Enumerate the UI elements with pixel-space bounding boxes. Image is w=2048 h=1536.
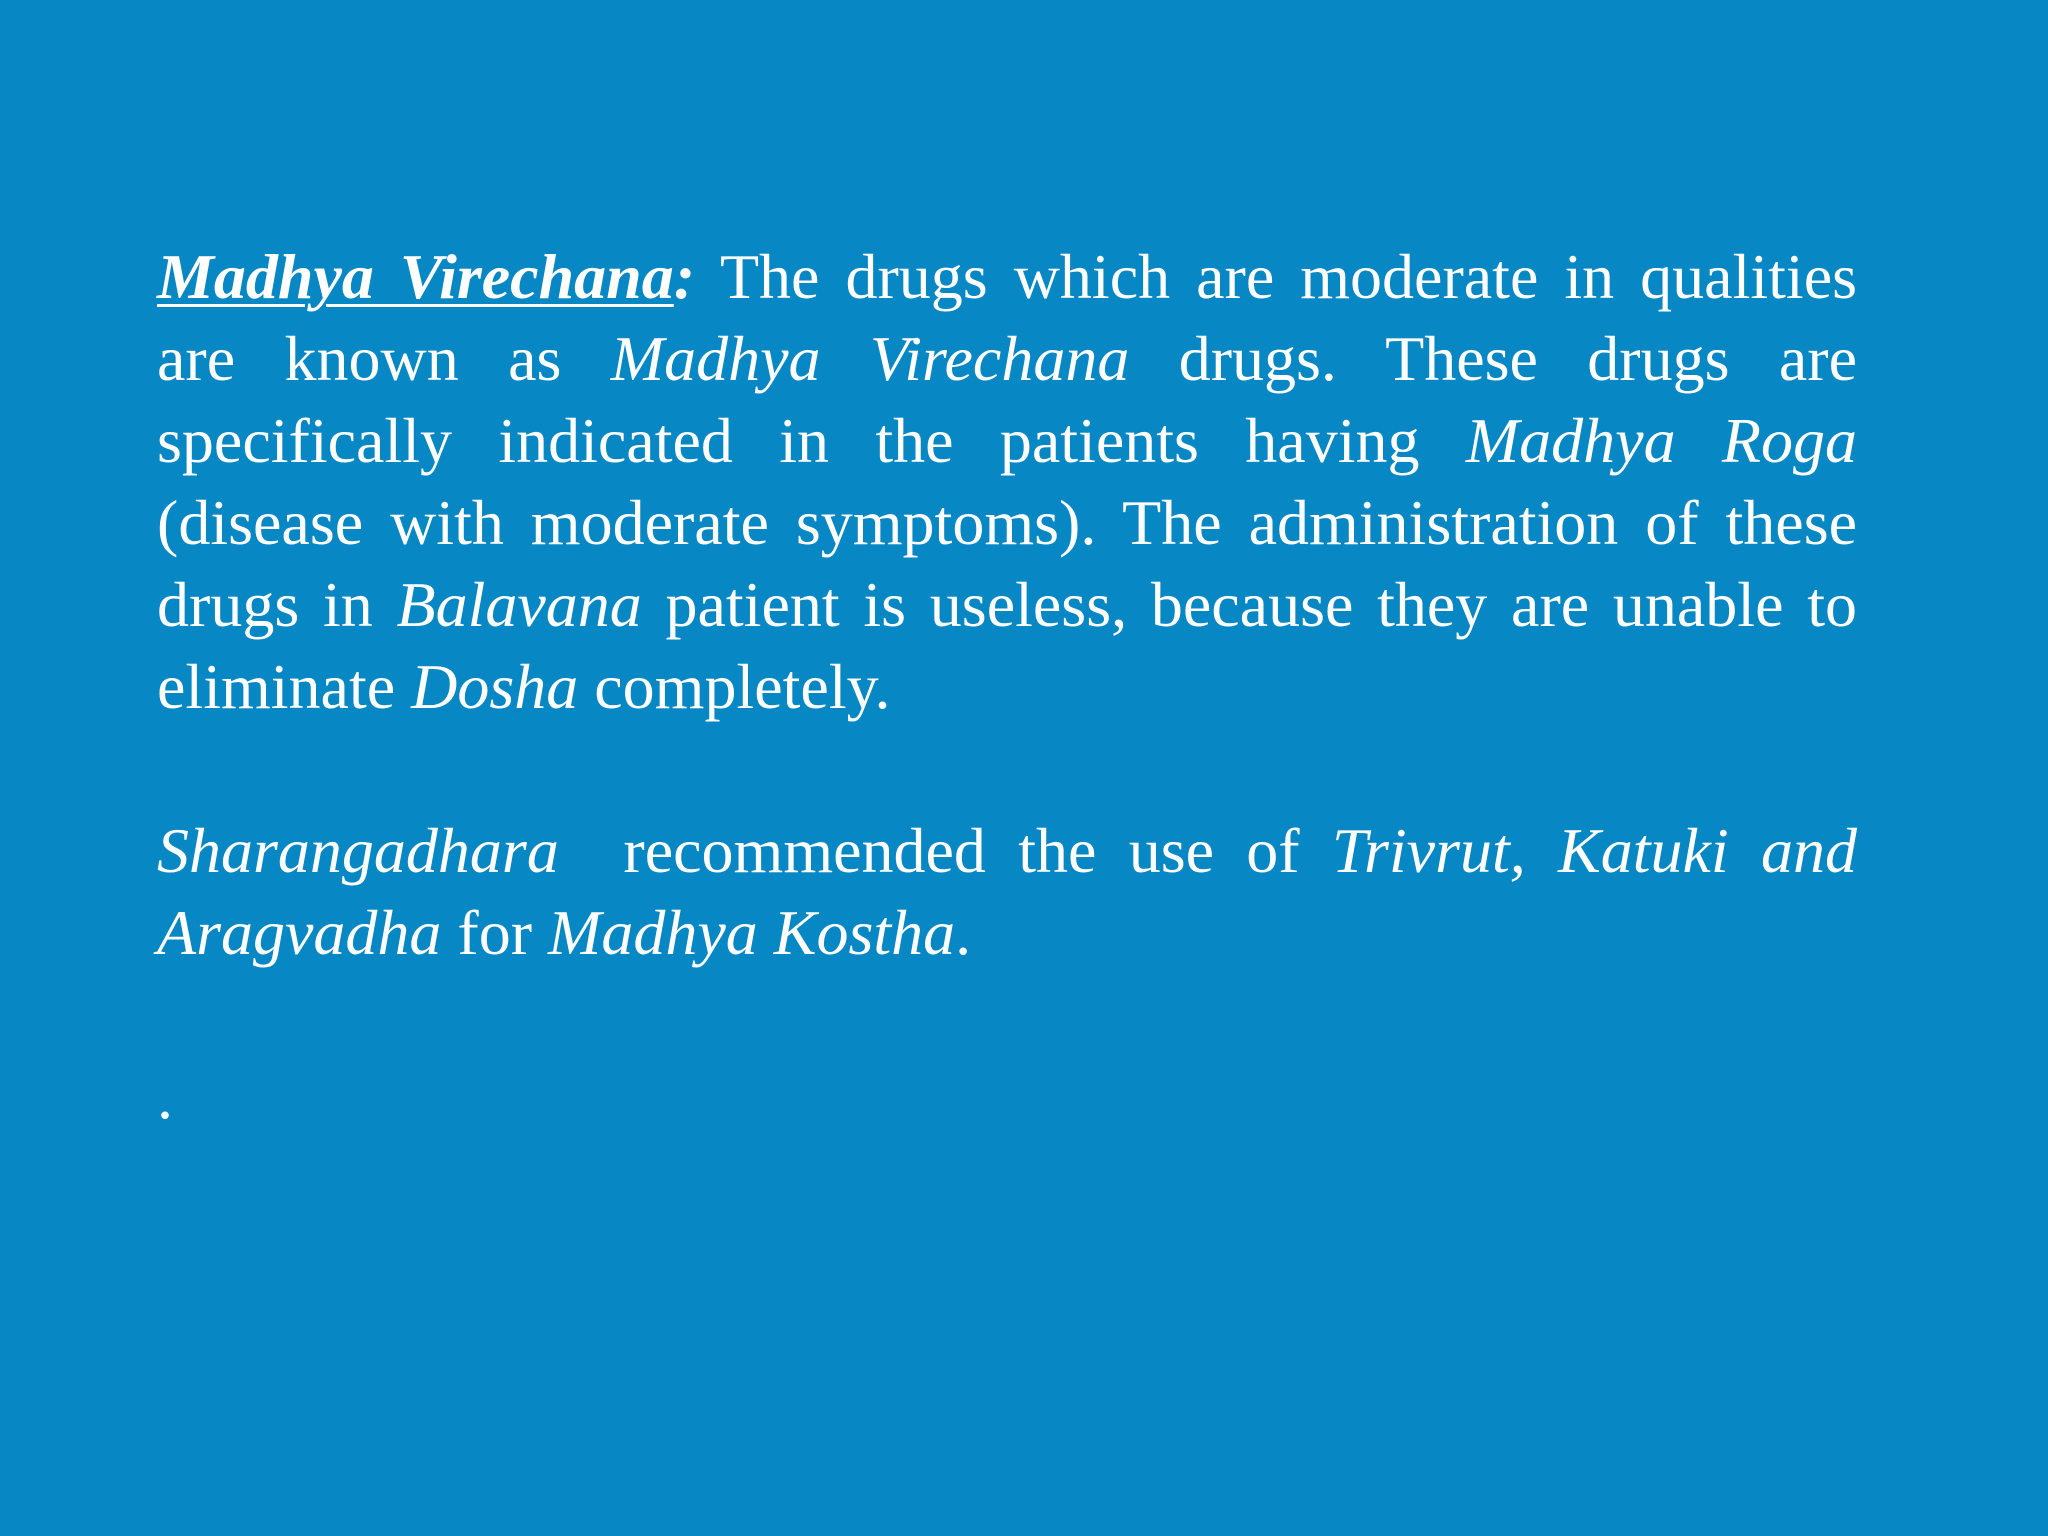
heading-colon: : (673, 241, 696, 312)
text-segment: for (441, 897, 549, 968)
heading-term: Madhya Virechana (157, 241, 674, 312)
paragraph-madhya-virechana (157, 236, 1857, 728)
text-segment: . (955, 897, 972, 968)
text-segment: drugs. These drugs are specifically indicated in the patients having (157, 323, 1858, 476)
slide-body (157, 236, 1857, 1138)
italic-term: Madhya Virechana (610, 323, 1130, 394)
italic-term: Sharangadhara (157, 815, 559, 886)
italic-term: Balavana (396, 569, 642, 640)
italic-term: Madhya Roga (1465, 405, 1858, 476)
italic-term: Dosha (411, 651, 579, 722)
text-segment: completely. (578, 651, 891, 722)
text-segment: patient is useless, because they are unable to eliminate (157, 569, 1857, 722)
italic-term: Trivrut, Katuki and Aragvadha (157, 815, 1857, 968)
paragraph-sharangadhara (157, 810, 1857, 974)
italic-term: Madhya Kostha (548, 897, 956, 968)
text-segment: (disease with moderate symptoms). The administration of these drugs in (157, 487, 1857, 640)
text-segment: recommended the use of (558, 815, 1332, 886)
trailing-dot: . (157, 1061, 173, 1132)
text-segment: The drugs which are moderate in qualities are known as (157, 241, 1857, 394)
